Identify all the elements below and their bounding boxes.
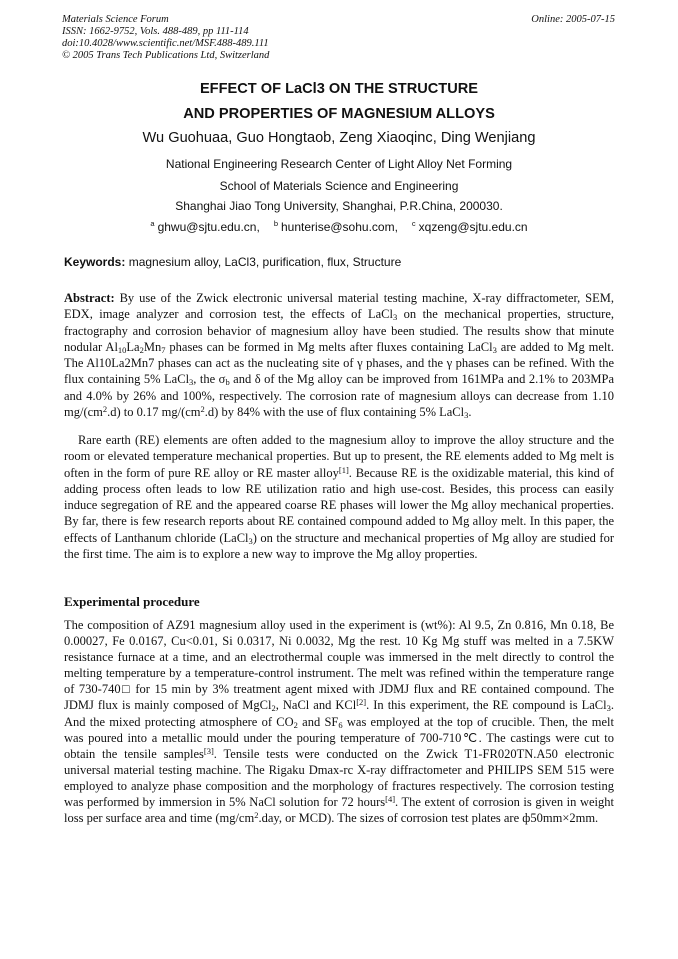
intro-text: Rare earth (RE) elements are often added to the magnesium alloy to improve the alloy structure and the room or elevated temperature mechanical properties. But up to present, the RE elements added to Mg melt is often in the form of pure RE alloy or RE master alloy	[64, 433, 614, 480]
subscript: 7	[161, 344, 166, 355]
subscript: 3	[392, 312, 398, 323]
experimental-paragraph	[64, 617, 614, 826]
affiliation-line-1: National Engineering Research Center of Light Alloy Net Forming	[165, 157, 513, 171]
subscript: 3	[248, 535, 253, 546]
subscript: 2	[139, 344, 144, 355]
abstract-text: on the mechanical properties, structure, fractography and corrosion behavior of magnesium alloy have been studied. The results show that minute nodular Al	[64, 307, 614, 354]
exp-text: , NaCl and KCl	[275, 698, 357, 713]
email-c[interactable]: xqzeng@sjtu.edu.cn	[418, 220, 528, 234]
affiliation-line-2: School of Materials Science and Engineering	[219, 179, 459, 193]
affiliation-line-3: Shanghai Jiao Tong University, Shanghai, P.R.China, 200030.	[175, 199, 503, 213]
subscript: 2	[271, 703, 276, 714]
exp-text: . Tensile tests were conducted on the Zwick T1-FR020TN.A50 electronic universal material testing machine. The Rigaku Dmax-rc X-ray diffractometer and PHILIPS SEM 515 were employed to analyze phase composition and the morphology of fractures respectively. The corrosion testing was performed by immersion in 5% NaCl solution for 72 hours	[64, 746, 614, 810]
abstract-text: phases can be formed in Mg melts after fluxes containing LaCl	[165, 339, 493, 354]
subscript: 3	[189, 377, 194, 388]
subscript: 3	[464, 410, 469, 421]
missing-glyph: □	[120, 682, 131, 697]
abstract-text: By use of the Zwick electronic universal material testing machine, X-ray diffractometer, SEM, EDX, image analyzer and corrosion test, the effects of LaCl	[64, 291, 614, 322]
issn-line: ISSN: 1662-9752, Vols. 488-489, pp 111-114	[62, 26, 249, 37]
exp-text: . And the mixed protecting atmosphere of CO	[64, 698, 614, 729]
abstract-label: Abstract:	[64, 291, 115, 305]
email-mark-b: b	[273, 219, 278, 228]
email-mark-c: c	[411, 219, 416, 228]
superscript: 2	[102, 404, 108, 415]
introduction-paragraph	[64, 432, 614, 562]
journal-header	[62, 14, 269, 62]
exp-text: for 15 min by 3% treatment agent mixed with JDMJ flux and RE contained compound. The JDMJ flux is mainly composed of MgCl	[64, 682, 614, 713]
superscript: 2	[254, 810, 259, 821]
abstract-text: are added to Mg melt. The Al10La2Mn7 phases can act as the nucleating site of γ phases, and the γ phases can be refined. With the flux containing 5% LaCl	[64, 339, 614, 387]
copyright-line: © 2005 Trans Tech Publications Ltd, Switzerland	[62, 50, 270, 61]
exp-text: . The extent of corrosion is given in weight loss per surface area and time (mg/cm	[64, 795, 614, 826]
abstract-text: Mn	[143, 339, 162, 354]
exp-text: The composition of AZ91 magnesium alloy used in the experiment is (wt%): Al 9.5, Zn 0.816, Mn 0.18, Be 0.00027, Fe 0.0167, Cu<0.01, Si 0.0317, Ni 0.0032, Mg the rest. 10 Kg Mg stuff was melted in a 7.5KW resistance furnace at a time, and an electrothermal couple was immersed in the melt directly to control the melting temperature by a temperature-control instrument. The melt was refined within the temperature range of 730-740	[64, 618, 614, 697]
section-heading: Experimental procedure	[64, 594, 200, 609]
abstract-paragraph	[64, 290, 614, 420]
abstract-text: .d) by 84% with the use of flux containing 5% LaCl	[204, 405, 465, 420]
email-mark-a: a	[150, 219, 155, 228]
citation-ref-1: [1]	[338, 464, 349, 475]
paper-title-line-1: EFFECT OF LaCl3 ON THE STRUCTURE	[199, 81, 479, 97]
abstract-text: .	[468, 405, 472, 420]
subscript: 6	[338, 719, 343, 730]
abstract-text: .d) to 0.17 mg/(cm	[107, 405, 201, 420]
abstract-text: La	[126, 339, 140, 354]
superscript: 2	[200, 404, 205, 415]
keywords-text: magnesium alloy, LaCl3, purification, flux, Structure	[125, 255, 402, 269]
paper-title-line-2: AND PROPERTIES OF MAGNESIUM ALLOYS	[183, 106, 495, 122]
exp-text: was employed at the top of crucible. Then, the melt was poured into a metallic mould under the pouring temperature of 700-710℃. The castings were cut to obtain the tensile samples	[64, 714, 615, 761]
keywords	[64, 255, 401, 269]
email-list	[0, 219, 678, 234]
journal-name: Materials Science Forum	[62, 14, 169, 25]
citation-ref-3: [3]	[203, 745, 214, 756]
email-b[interactable]: hunterise@sohu.com,	[281, 220, 398, 234]
keywords-label: Keywords:	[64, 255, 126, 269]
citation-ref-2: [2]	[356, 697, 367, 708]
email-a[interactable]: ghwu@sjtu.edu.cn,	[157, 220, 260, 234]
citation-ref-4: [4]	[385, 794, 396, 805]
intro-text: ) on the structure and mechanical properties of Mg alloy are studied for the first time. The aim is to explore a new way to improve the Mg alloy properties.	[64, 530, 614, 562]
subscript: 10	[117, 344, 127, 355]
doi-line: doi:10.4028/www.scientific.net/MSF.488-489.111	[62, 38, 269, 49]
abstract-text: , the σ	[193, 372, 226, 387]
subscript: 3	[606, 703, 611, 714]
online-date: Online: 2005-07-15	[531, 14, 615, 25]
exp-text: and SF	[297, 714, 339, 729]
exp-text: .day, or MCD). The sizes of corrosion test plates are ф50mm×2mm.	[258, 811, 599, 826]
subscript: b	[225, 377, 230, 388]
exp-text: . In this experiment, the RE compound is LaCl	[366, 698, 607, 713]
subscript: 3	[492, 344, 497, 355]
author-list: Wu Guohuaa, Guo Hongtaob, Zeng Xiaoqinc, Ding Wenjiang	[142, 130, 536, 146]
intro-text: . Because RE is the oxidizable material, this kind of adding process often leads to low RE utilization ratio and high use-cost. Besides, this process can easily induce segregation of RE and the appeared coarse RE phases will lower the Mg alloy mechanical properties. By far, there is few research reports about RE contained compound added to Mg alloy melt. In this paper, the effects of Lanthanum chloride (LaCl	[64, 465, 614, 545]
abstract-text: and δ of the Mg alloy can be improved from 161MPa and 2.1% to 203MPa and 4.0% by 26% and 100%, respectively. The corrosion rate of magnesium alloys can decrease from 1.10 mg/(cm	[64, 372, 614, 420]
subscript: 2	[293, 719, 298, 730]
